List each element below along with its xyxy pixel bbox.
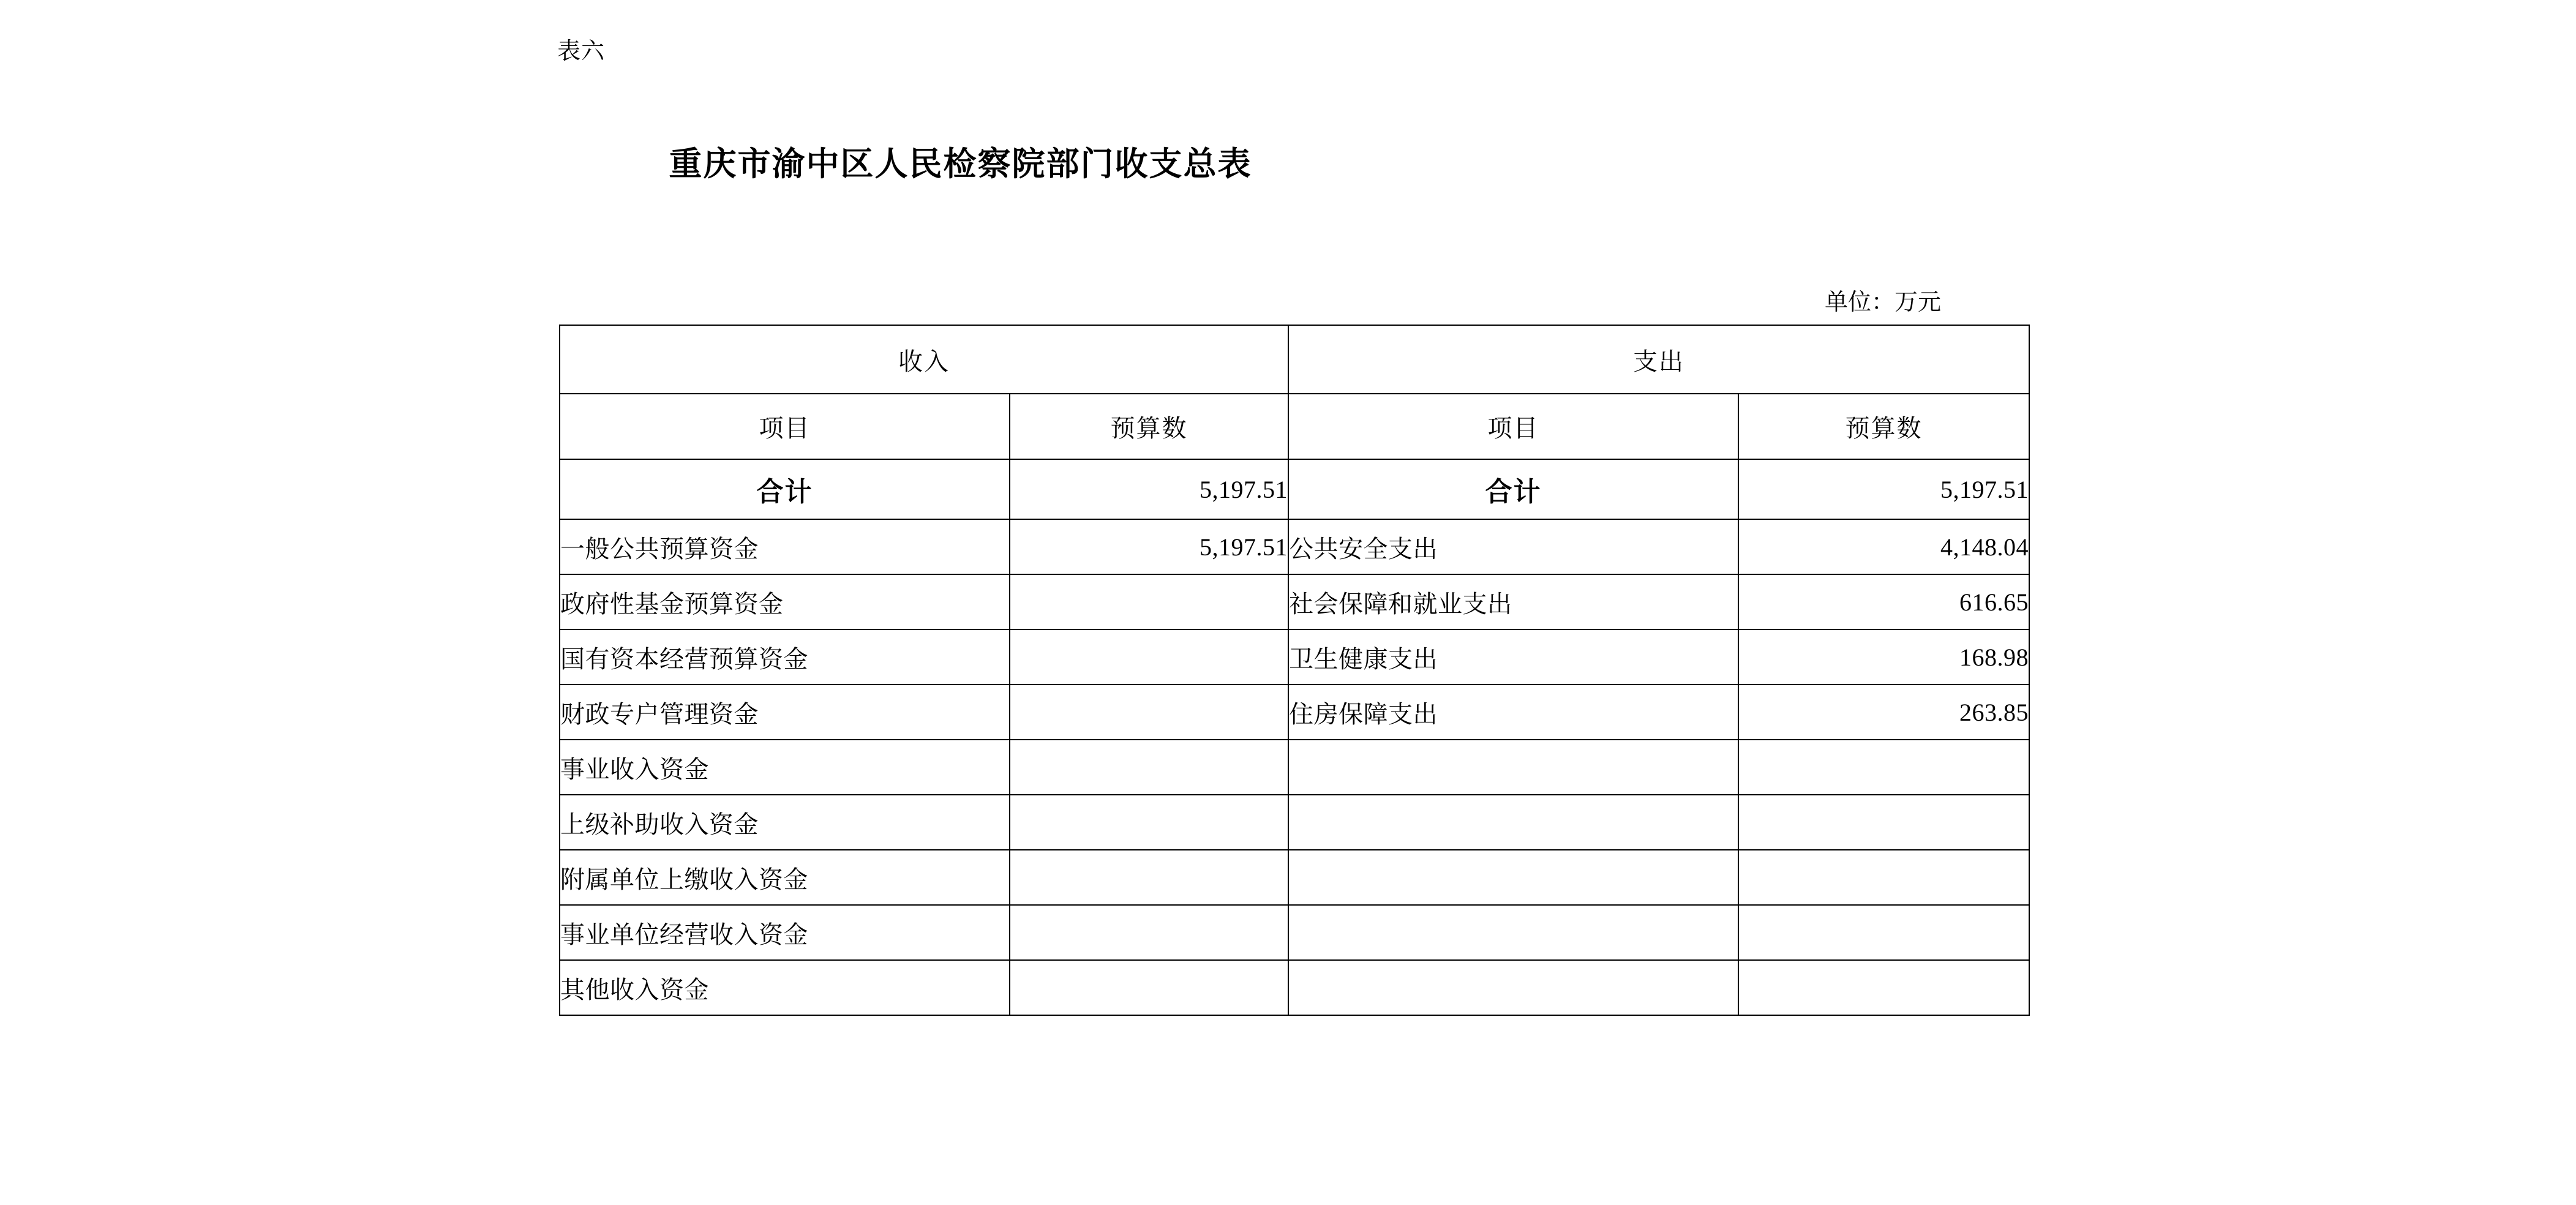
income-item-label: 附属单位上缴收入资金: [560, 850, 1010, 905]
table-group-header-row: [560, 325, 2029, 394]
expense-item-label: 公共安全支出: [1288, 519, 1738, 574]
column-header-expense-item: 项目: [1288, 394, 1738, 459]
income-item-value: [1010, 629, 1288, 685]
expense-item-value: [1738, 795, 2029, 850]
table-row: [560, 629, 2029, 685]
expense-item-value: [1738, 850, 2029, 905]
page-title: 重庆市渝中区人民检察院部门收支总表: [669, 146, 1252, 182]
total-income-value: 5,197.51: [1010, 459, 1288, 519]
income-item-value: 5,197.51: [1010, 519, 1288, 574]
income-item-label: 国有资本经营预算资金: [560, 629, 1010, 685]
budget-summary-table: [559, 325, 2030, 1016]
expense-item-value: 616.65: [1738, 574, 2029, 629]
expense-item-label: [1288, 905, 1738, 960]
table-row-total: [560, 459, 2029, 519]
column-header-expense-budget: 预算数: [1738, 394, 2029, 459]
income-item-value: [1010, 685, 1288, 740]
expense-item-label: [1288, 960, 1738, 1015]
expense-item-label: 社会保障和就业支出: [1288, 574, 1738, 629]
expense-item-label: [1288, 740, 1738, 795]
table-row: [560, 685, 2029, 740]
income-item-value: [1010, 795, 1288, 850]
column-header-income-item: 项目: [560, 394, 1010, 459]
expense-item-label: 住房保障支出: [1288, 685, 1738, 740]
table-row: [560, 960, 2029, 1015]
income-item-value: [1010, 850, 1288, 905]
income-item-value: [1010, 905, 1288, 960]
group-header-income: 收入: [560, 325, 1288, 394]
total-income-label: 合计: [560, 459, 1010, 519]
expense-item-value: [1738, 960, 2029, 1015]
table-row: [560, 574, 2029, 629]
table-column-header-row: [560, 394, 2029, 459]
sheet-label: 表六: [557, 39, 606, 64]
column-header-income-budget: 预算数: [1010, 394, 1288, 459]
table-row: [560, 519, 2029, 574]
total-expense-value: 5,197.51: [1738, 459, 2029, 519]
expense-item-label: 卫生健康支出: [1288, 629, 1738, 685]
total-expense-label: 合计: [1288, 459, 1738, 519]
expense-item-value: [1738, 905, 2029, 960]
unit-note: 单位：万元: [1825, 290, 1942, 315]
expense-item-value: 263.85: [1738, 685, 2029, 740]
income-item-label: 其他收入资金: [560, 960, 1010, 1015]
table-row: [560, 850, 2029, 905]
expense-item-value: 4,148.04: [1738, 519, 2029, 574]
income-item-label: 事业单位经营收入资金: [560, 905, 1010, 960]
table-row: [560, 905, 2029, 960]
income-item-label: 政府性基金预算资金: [560, 574, 1010, 629]
income-item-label: 财政专户管理资金: [560, 685, 1010, 740]
income-item-label: 一般公共预算资金: [560, 519, 1010, 574]
expense-item-label: [1288, 850, 1738, 905]
expense-item-value: 168.98: [1738, 629, 2029, 685]
income-item-label: 事业收入资金: [560, 740, 1010, 795]
income-item-value: [1010, 740, 1288, 795]
expense-item-value: [1738, 740, 2029, 795]
income-item-value: [1010, 574, 1288, 629]
table-row: [560, 740, 2029, 795]
table-row: [560, 795, 2029, 850]
income-item-label: 上级补助收入资金: [560, 795, 1010, 850]
expense-item-label: [1288, 795, 1738, 850]
income-item-value: [1010, 960, 1288, 1015]
group-header-expense: 支出: [1288, 325, 2029, 394]
